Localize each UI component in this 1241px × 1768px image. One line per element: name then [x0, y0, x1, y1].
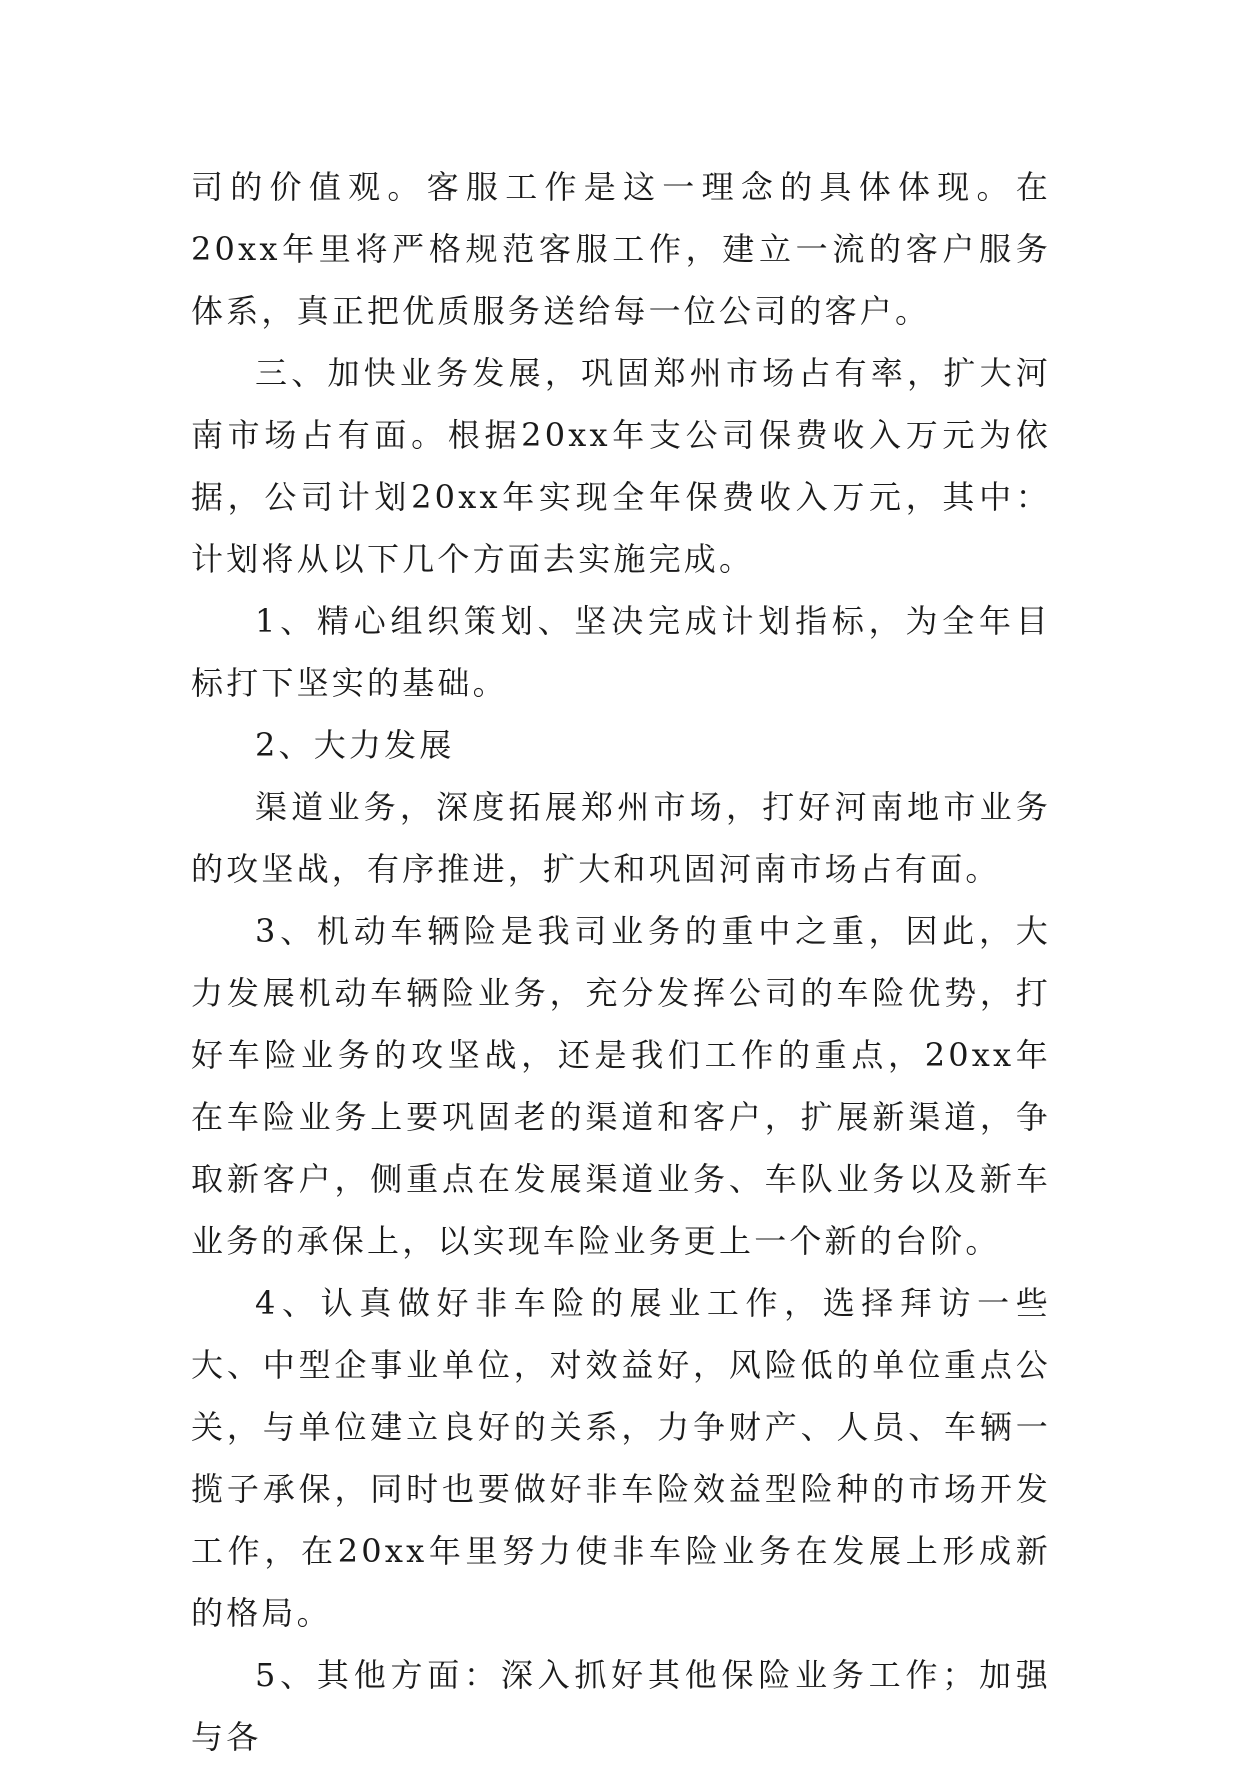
paragraph-continuation: 司的价值观。客服工作是这一理念的具体体现。在20xx年里将严格规范客服工作，建立一流的客户服务体系，真正把优质服务送给每一位公司的客户。 — [191, 168, 1051, 330]
paragraph-item-5: 5、其他方面：深入抓好其他保险业务工作；加强与各 — [191, 1656, 1051, 1756]
paragraph-section-three: 三、加快业务发展，巩固郑州市场占有率，扩大河南市场占有面。根据20xx年支公司保费收入万元为依据，公司计划20xx年实现全年保费收入万元，其中：计划将从以下几个方面去实施完成。 — [191, 354, 1051, 578]
paragraph-item-2-body: 渠道业务，深度拓展郑州市场，打好河南地市业务的攻坚战，有序推进，扩大和巩固河南市场占有面。 — [191, 788, 1051, 888]
paragraph-item-4: 4、认真做好非车险的展业工作，选择拜访一些大、中型企事业单位，对效益好，风险低的单位重点公关，与单位建立良好的关系，力争财产、人员、车辆一揽子承保，同时也要做好非车险效益型险种的市场开发工作，在20xx年里努力使非车险业务在发展上形成新的格局。 — [191, 1284, 1051, 1632]
paragraph-item-3: 3、机动车辆险是我司业务的重中之重，因此，大力发展机动车辆险业务，充分发挥公司的车险优势，打好车险业务的攻坚战，还是我们工作的重点，20xx年在车险业务上要巩固老的渠道和客户，扩展新渠道，争取新客户，侧重点在发展渠道业务、车队业务以及新车业务的承保上，以实现车险业务更上一个新的台阶。 — [191, 912, 1051, 1260]
document-body — [191, 156, 1051, 1768]
paragraph-item-2-heading: 2、大力发展 — [255, 726, 455, 764]
paragraph-item-1: 1、精心组织策划、坚决完成计划指标，为全年目标打下坚实的基础。 — [191, 602, 1051, 702]
